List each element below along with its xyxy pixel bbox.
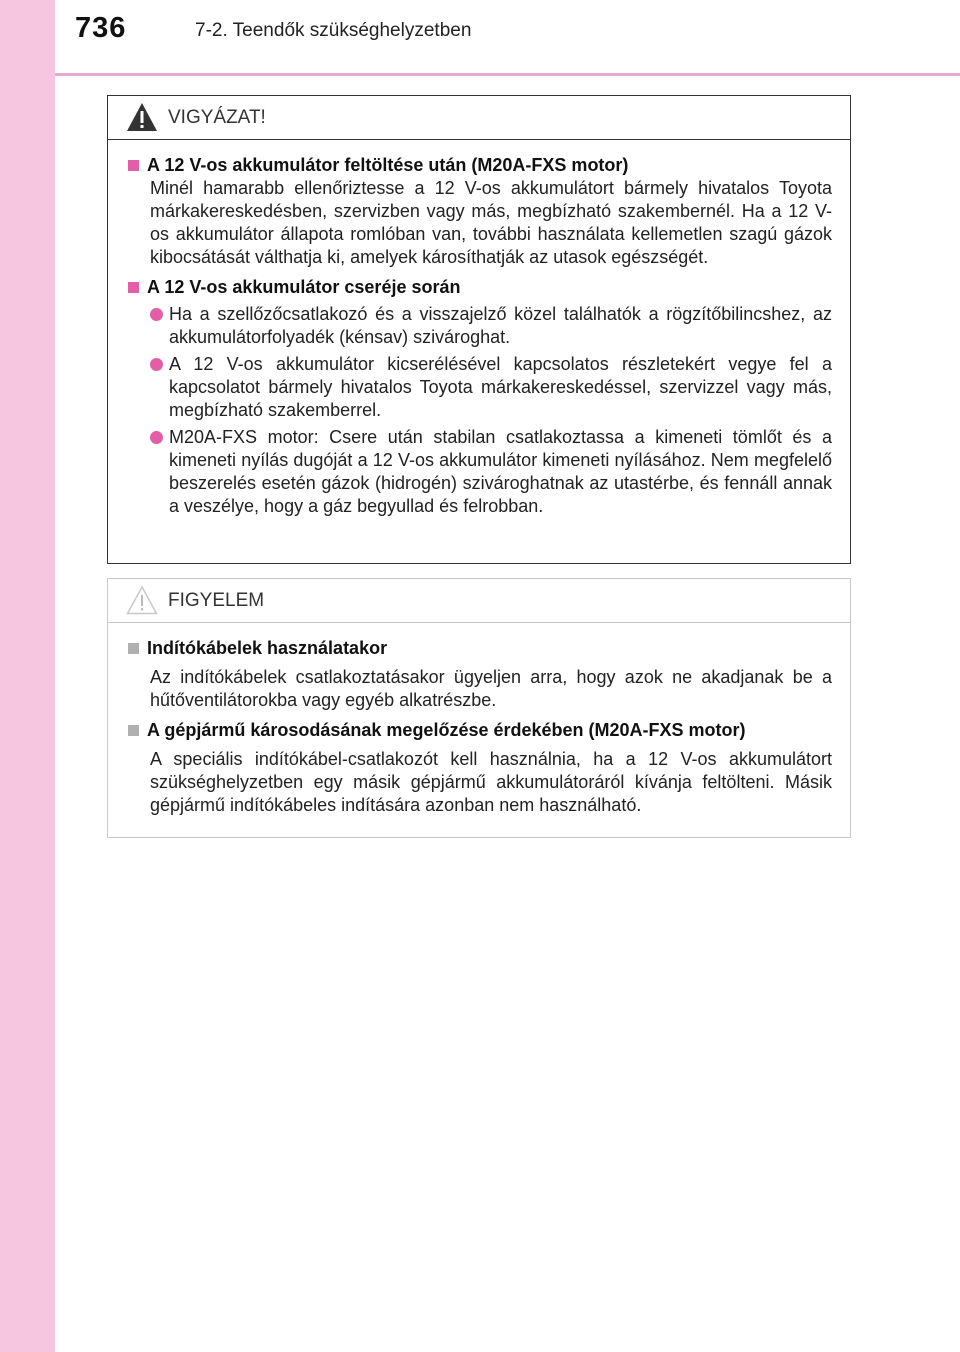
notice-item-text: Az indítókábelek csatlakoztatásakor ügyeljen arra, hogy azok ne akadjanak be a hűtőventilátorokba vagy egyéb alkatrészbe.	[150, 667, 832, 710]
warning-item-title: A 12 V-os akkumulátor feltöltése után (M20A-FXS motor)	[128, 153, 840, 177]
round-bullet-icon	[150, 308, 163, 321]
square-bullet-icon	[128, 282, 139, 293]
round-bullet-icon	[150, 431, 163, 444]
warning-item-title: A 12 V-os akkumulátor cseréje során	[128, 275, 840, 299]
round-bullet-icon	[150, 358, 163, 371]
notice-item-text: A speciális indítókábel-csatlakozót kell használnia, ha a 12 V-os akkumulátort szükséghelyzetben egy másik gépjármű akkumulátoráról kívánja feltölteni. Másik gépjármű indítókábeles indítására azonban nem használható.	[150, 749, 832, 815]
square-bullet-icon	[128, 725, 139, 736]
notice-heading: FIGYELEM	[168, 590, 265, 611]
warning-triangle-icon	[126, 102, 158, 132]
warning-box-header	[108, 96, 850, 140]
warning-box-body	[108, 140, 850, 518]
warning-item-text: Minél hamarabb ellenőriztesse a 12 V-os akkumulátort bármely hivatalos Toyota márkakereskedésben, szervizben vagy más, megbízható szakembernél. Ha a 12 V-os akkumulátor állapota romlóban van, további használata kellemetlen szagú gázok kibocsátását válthatja ki, amelyek károsíthatják az utasok egészségét.	[150, 178, 832, 267]
notice-item-title: Indítókábelek használatakor	[128, 636, 840, 660]
page-number: 736	[75, 12, 127, 44]
warning-heading: VIGYÁZAT!	[168, 107, 266, 128]
header-divider	[55, 73, 960, 76]
list-item: A 12 V-os akkumulátor kicserélésével kapcsolatos részletekért vegye fel a kapcsolatot bármely hivatalos Toyota márkakereskedéssel, szervizzel vagy más, megbízható szakemberrel.	[150, 353, 840, 422]
notice-item-title: A gépjármű károsodásának megelőzése érdekében (M20A-FXS motor)	[128, 718, 840, 742]
list-item: Ha a szellőzőcsatlakozó és a visszajelző közel találhatók a rögzítőbilincshez, az akkumulátorfolyadék (kénsav) szivároghat.	[150, 303, 840, 349]
side-tab-strip	[0, 0, 55, 1352]
caution-triangle-icon	[126, 585, 158, 615]
warning-box	[107, 95, 851, 564]
section-title: 7-2. Teendők szükséghelyzetben	[195, 20, 472, 41]
notice-box-body	[108, 623, 850, 817]
square-bullet-icon	[128, 643, 139, 654]
square-bullet-icon	[128, 160, 139, 171]
notice-box-header	[108, 579, 850, 623]
list-item: M20A-FXS motor: Csere után stabilan csatlakoztassa a kimeneti tömlőt és a kimeneti nyílás dugóját a 12 V-os akkumulátor kimeneti nyílásához. Nem megfelelő beszerelés esetén gázok (hidrogén) szivároghatnak az utastérbe, és fennáll annak a veszélye, hogy a gáz begyullad és felrobban.	[150, 426, 840, 518]
notice-box	[107, 578, 851, 838]
